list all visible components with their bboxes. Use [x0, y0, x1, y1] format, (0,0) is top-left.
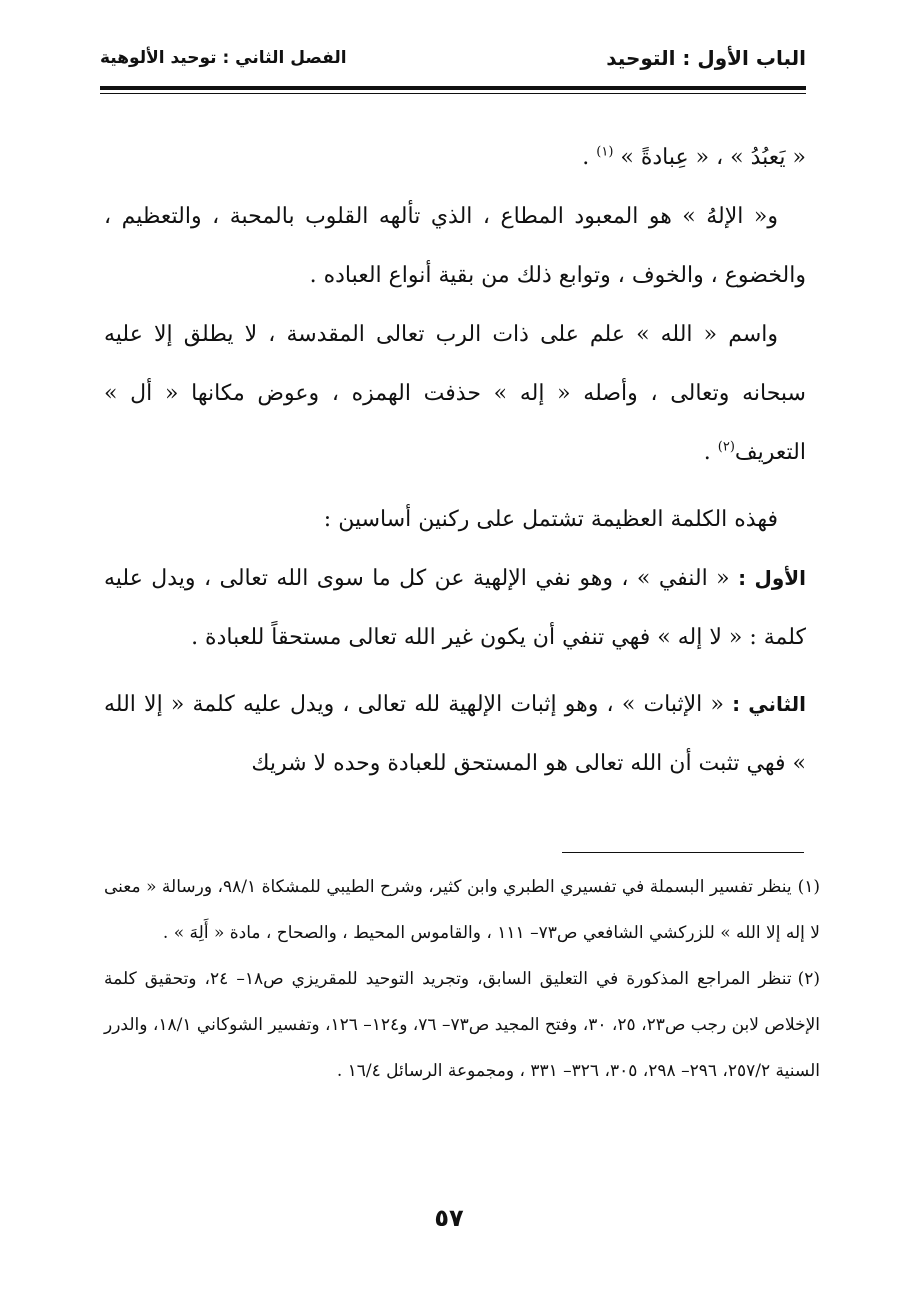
second-pillar-label: الثاني : [732, 692, 806, 716]
footnote-2 [104, 956, 820, 1094]
paragraph-3-text: واسم « الله » علم على ذات الرب تعالى المقدسة ، لا يطلق إلا عليه سبحانه وتعالى ، وأصله « إله » حذفت الهمزه ، وعوض مكانها « أل » التعريف [104, 322, 806, 465]
running-header [100, 40, 806, 76]
paragraph-4: فهذه الكلمة العظيمة تشتمل على ركنين أساسين : [323, 507, 778, 532]
page-number: ٥٧ [434, 1204, 464, 1232]
second-pillar-text: « الإثبات » ، وهو إثبات الإلهية لله تعالى ، ويدل عليه كلمة « إلا الله » فهي تثبت أن الله تعالى هو المستحق للعبادة وحده لا شريك [104, 692, 806, 776]
footnote-1-text: ينظر تفسير البسملة في تفسيري الطبري وابن كثير، وشرح الطيبي للمشكاة ٩٨/١، ورسالة « معنى لا إله إلا الله » للزركشي الشافعي ص٧٣– ١١١ ، والقاموس المحيط ، والصحاح ، مادة « أَلِهَ » . [104, 877, 820, 943]
paragraph-1-text: « يَعبُدُ » ، « عِبادةً » [613, 145, 806, 170]
footnote-separator [562, 852, 804, 853]
chapter-title: الباب الأول : التوحيد [606, 46, 806, 70]
footnote-1 [104, 864, 820, 956]
paragraph-3 [104, 305, 806, 482]
paragraph-1-end: . [582, 145, 597, 170]
footnote-2-text: تنظر المراجع المذكورة في التعليق السابق، وتجريد التوحيد للمقريزي ص١٨– ٢٤، وتحقيق كلمة الإخلاص لابن رجب ص٢٣، ٢٥، ٣٠، وفتح المجيد ص٧٣– ٧٦، و١٢٤– ١٢٦، وتفسير الشوكاني ١٨/١، والدرر السنية ٢٥٧/٢، ٢٩٦– ٢٩٨، ٣٠٥، ٣٢٦– ٣٣١ ، ومجموعة الرسائل ١٦/٤ . [104, 969, 821, 1081]
paragraph-5 [104, 549, 806, 667]
main-text [104, 128, 806, 793]
first-pillar-text: « النفي » ، وهو نفي الإلهية عن كل ما سوى الله تعالى ، ويدل عليه كلمة : « لا إله » فهي تنفي أن يكون غير الله تعالى مستحقاً للعبادة . [104, 566, 806, 650]
section-title: الفصل الثاني : توحيد الألوهية [100, 48, 347, 68]
footnote-ref-2: (٢) [717, 439, 735, 455]
paragraph-6 [104, 675, 806, 793]
header-rule-thick [100, 86, 806, 90]
paragraph-1 [104, 128, 806, 187]
footnotes [104, 864, 820, 1094]
paragraph-3-end: . [703, 440, 718, 465]
header-rule-thin [100, 93, 806, 94]
first-pillar-label: الأول : [738, 566, 806, 590]
paragraph-2: و« الإلهُ » هو المعبود المطاع ، الذي تألهه القلوب بالمحبة ، والتعظيم ، والخضوع ، والخوف ، وتوابع ذلك من بقية أنواع العباده . [104, 204, 806, 288]
footnote-2-number: (٢) [797, 969, 820, 989]
footnote-ref-1: (١) [596, 144, 614, 160]
footnote-1-number: (١) [797, 877, 820, 897]
